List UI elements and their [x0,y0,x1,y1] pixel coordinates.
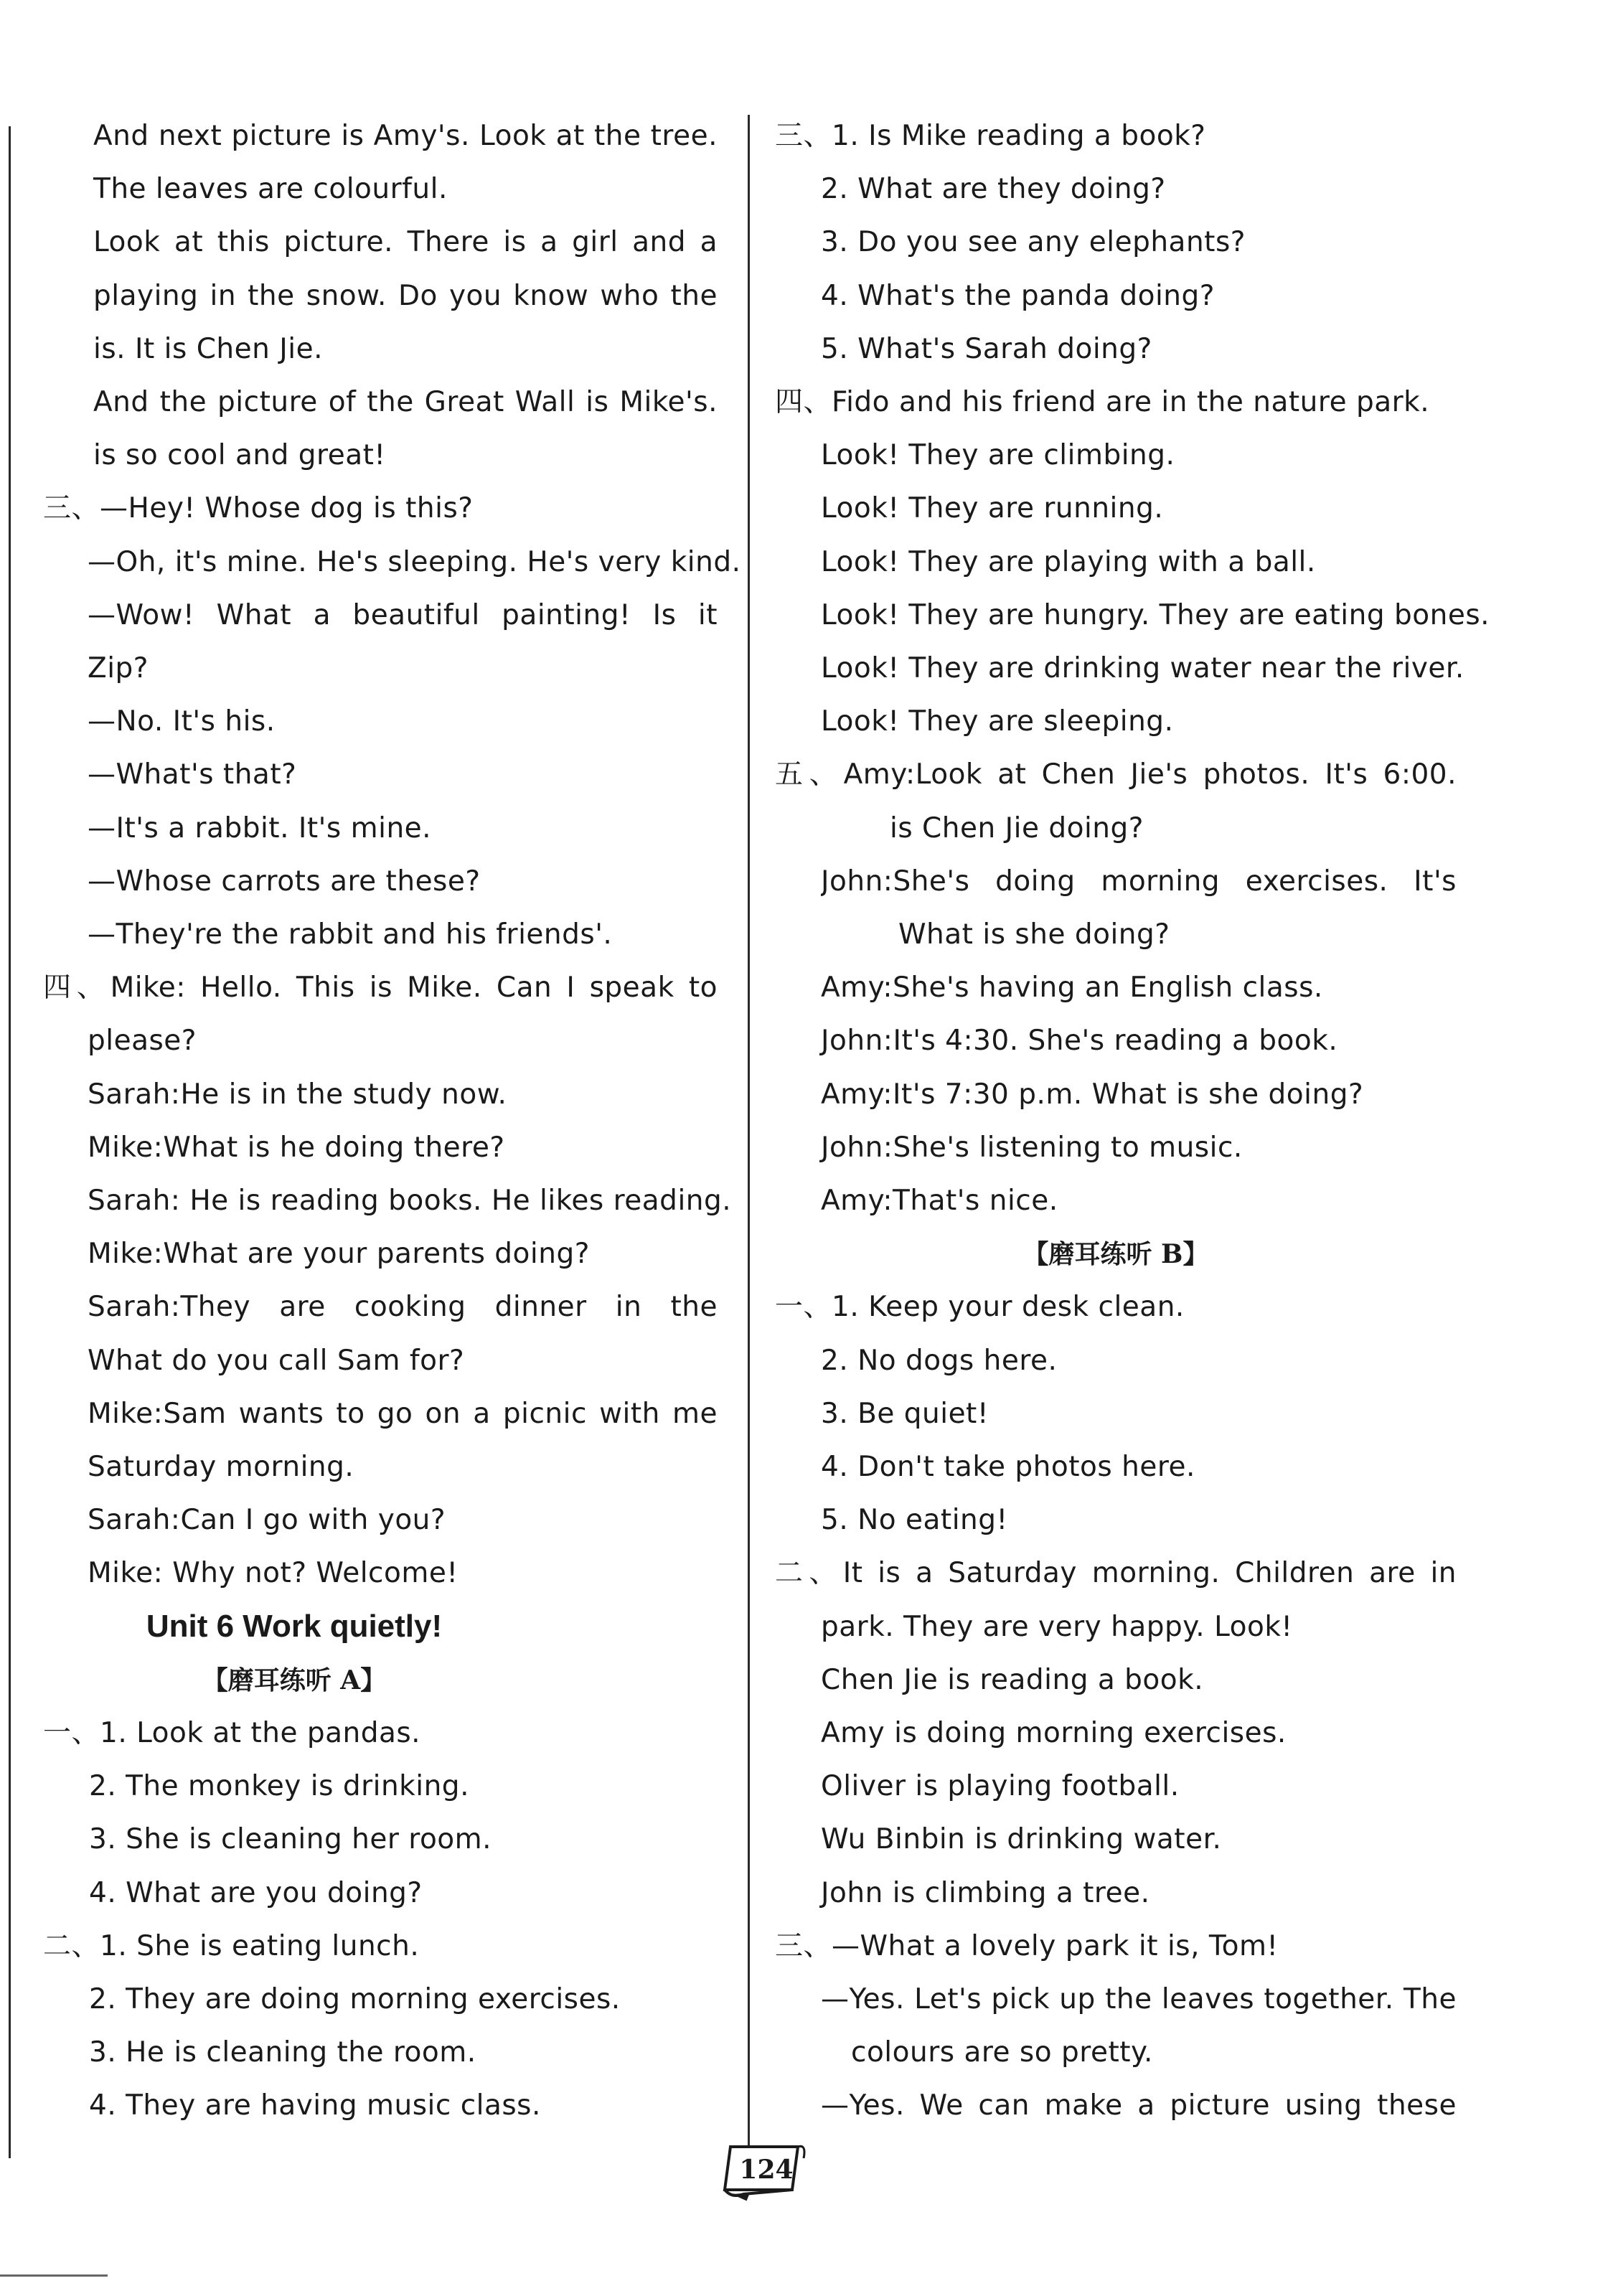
text-line: 3. Be quiet! [821,1397,989,1430]
text-line: please? [88,1025,197,1058]
text-line: —Oh, it's mine. He's sleeping. He's very kind. [88,545,741,578]
text-line: 三、—Hey! Whose dog is this? [43,492,474,525]
bottom-rule [0,2274,108,2277]
text-line: 4. They are having music class. [89,2089,541,2122]
text-line: —No. It's his. [88,705,276,738]
text-line: 5. What's Sarah doing? [821,332,1152,365]
text-line: Look! They are sleeping. [821,705,1174,738]
text-line: And next picture is Amy's. Look at the tree. [93,120,718,152]
text-line: colours are so pretty. [851,2036,1153,2069]
text-line: 三、1. Is Mike reading a book? [775,120,1206,152]
text-line: 2. What are they doing? [821,173,1166,206]
page-number-badge [718,2137,811,2201]
text-line: is so cool and great! [93,439,386,472]
text-line: 二、It is a Saturday morning. Children are in [775,1557,1457,1590]
text-line: Amy:That's nice. [821,1185,1058,1217]
text-line: Wu Binbin is drinking water. [821,1823,1222,1856]
text-line: 5. No eating! [821,1504,1008,1537]
text-line: 2. The monkey is drinking. [89,1770,469,1803]
text-line: 四、Fido and his friend are in the nature park. [775,386,1430,418]
text-line: Look! They are hungry. They are eating bones. [821,598,1490,631]
text-line: Sarah:Can I go with you? [88,1504,446,1537]
unit-heading: Unit 6 Work quietly! [146,1608,443,1644]
text-line: 3. He is cleaning the room. [89,2036,476,2069]
text-line: —Wow! What a beautiful painting! Is it [88,598,718,631]
text-line: Mike: Why not? Welcome! [88,1557,459,1590]
text-line: —They're the rabbit and his friends'. [88,918,613,951]
text-line: Mike:Sam wants to go on a picnic with me [88,1397,718,1430]
text-line: Look! They are drinking water near the river. [821,652,1464,684]
text-line: —It's a rabbit. It's mine. [88,811,432,844]
column-divider [748,115,750,2152]
text-line: Sarah:They are cooking dinner in the [88,1291,718,1324]
text-line: 4. Don't take photos here. [821,1451,1195,1483]
text-line: Chen Jie is reading a book. [821,1663,1204,1696]
text-line: 4. What are you doing? [89,1876,423,1909]
text-line: Amy:It's 7:30 p.m. What is she doing? [821,1078,1364,1111]
text-line: 二、1. She is eating lunch. [43,1929,420,1962]
text-line: Saturday morning. [88,1451,354,1483]
text-line: 一、1. Keep your desk clean. [775,1291,1185,1324]
text-line: 一、1. Look at the pandas. [43,1717,421,1749]
section-heading-b: 【磨耳练听 B】 [1022,1239,1209,1270]
text-line: Amy is doing morning exercises. [821,1717,1287,1749]
text-line: Mike:What are your parents doing? [88,1238,590,1271]
text-line: 四、Mike: Hello. This is Mike. Can I speak to [43,971,718,1004]
text-line: Amy:She's having an English class. [821,971,1323,1004]
text-line: playing in the snow. Do you know who the [93,279,718,312]
text-line: 2. They are doing morning exercises. [89,1983,621,2015]
text-line: Sarah:He is in the study now. [88,1078,507,1111]
text-line: 3. Do you see any elephants? [821,226,1246,259]
text-line: John:She's doing morning exercises. It's [821,865,1457,898]
text-line: —What's that? [88,758,297,791]
text-line: Zip? [88,652,149,684]
text-line: 2. No dogs here. [821,1344,1058,1377]
text-line: 4. What's the panda doing? [821,279,1215,312]
text-line: is. It is Chen Jie. [93,332,323,365]
text-line: park. They are very happy. Look! [821,1610,1293,1643]
page-number: 124 [739,2155,794,2185]
text-line: John:She's listening to music. [821,1131,1243,1164]
text-line: And the picture of the Great Wall is Mike's. [93,386,718,418]
text-line: Oliver is playing football. [821,1770,1180,1803]
text-line: —Yes. Let's pick up the leaves together. The [821,1983,1457,2015]
text-line: John:It's 4:30. She's reading a book. [821,1025,1338,1058]
text-line: What is she doing? [898,918,1170,951]
section-heading-a: 【磨耳练听 A】 [202,1665,387,1695]
text-line: 三、—What a lovely park it is, Tom! [775,1929,1279,1962]
page-edge-line [9,126,11,2158]
text-line: John is climbing a tree. [821,1876,1150,1909]
text-line: Look! They are playing with a ball. [821,545,1316,578]
text-line: Look! They are running. [821,492,1164,525]
text-line: Look! They are climbing. [821,439,1175,472]
text-line: —Yes. We can make a picture using these [821,2089,1457,2122]
text-line: Sarah: He is reading books. He likes reading. [88,1185,732,1217]
text-line: The leaves are colourful. [93,173,448,206]
text-line: 五、Amy:Look at Chen Jie's photos. It's 6:00. [775,758,1457,791]
text-line: 3. She is cleaning her room. [89,1823,492,1856]
text-line: —Whose carrots are these? [88,865,481,898]
text-line: Mike:What is he doing there? [88,1131,505,1164]
text-line: is Chen Jie doing? [890,811,1144,844]
text-line: What do you call Sam for? [88,1344,465,1377]
text-line: Look at this picture. There is a girl and a [93,226,718,259]
